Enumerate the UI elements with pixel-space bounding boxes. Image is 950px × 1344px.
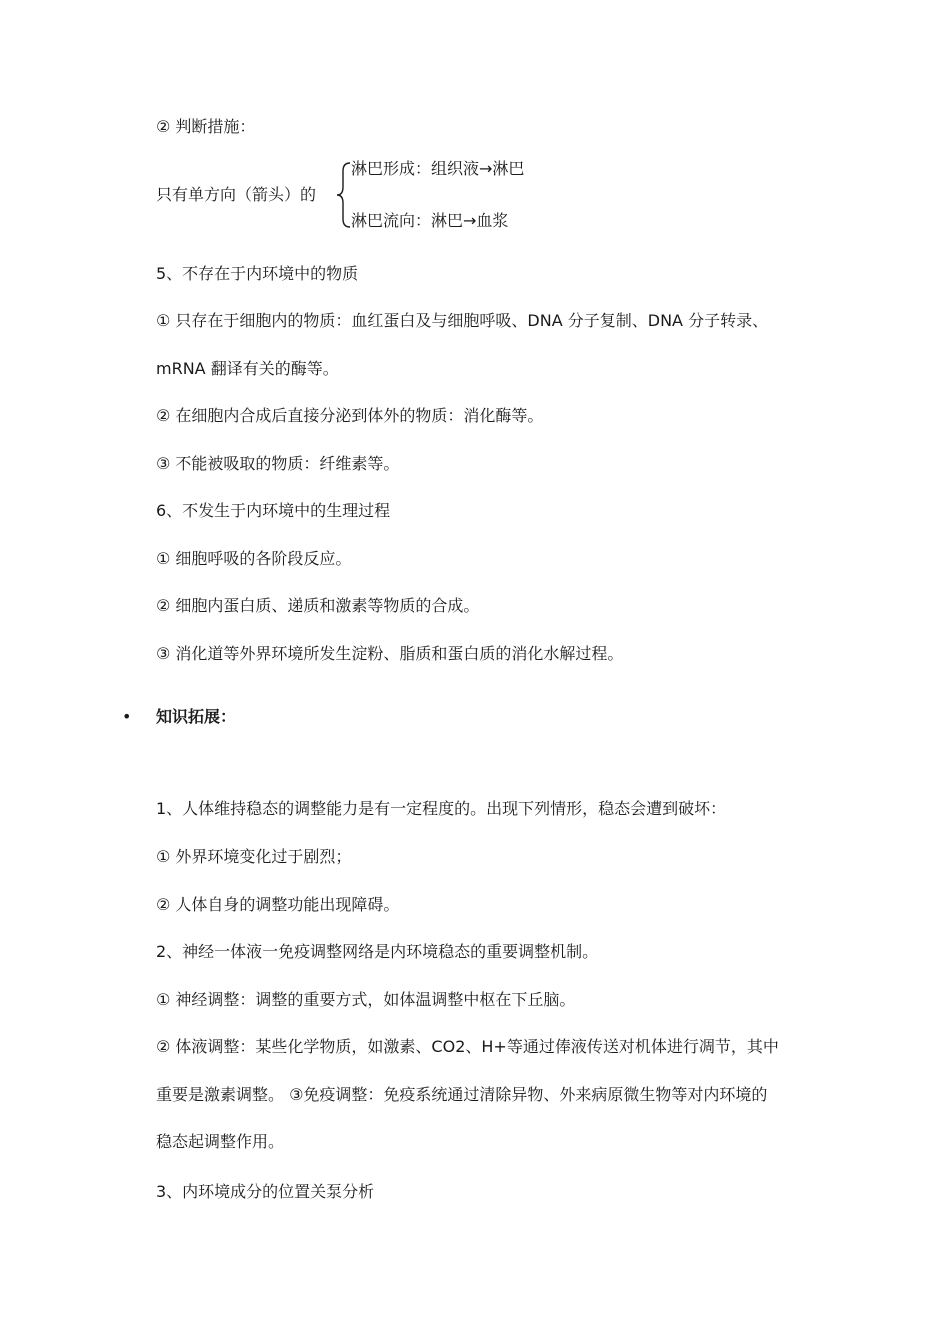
section5-title: 5、不存在于内环境中的物质 [156, 264, 359, 283]
section6-item-2: ② 细胞内蛋白质、递质和激素等物质的合成。 [156, 596, 480, 615]
knowledge-line-9: 3、内环境成分的位置关泵分析 [156, 1182, 375, 1201]
knowledge-line-3: ② 人体自身的调整功能出现障碍。 [156, 895, 400, 914]
knowledge-title: 知识拓展： [156, 707, 237, 726]
section5-item-3: ③ 不能被吸取的物质：纤维素等。 [156, 454, 400, 473]
section5-item-2: ② 在细胞内合成后直接分泌到体外的物质：消化酶等。 [156, 406, 544, 425]
knowledge-line-5: ① 神经调整：调整的重要方式，如体温调整中枢在下丘脑。 [156, 990, 576, 1009]
section5-item-1: ① 只存在于细胞内的物质：血红蛋白及与细胞呼吸、DNA 分子复制、DNA 分子转录、 [156, 311, 769, 330]
section6-title: 6、不发生于内环境中的生理过程 [156, 501, 391, 520]
curly-brace-icon [336, 161, 352, 229]
brace-item-lymph-flow: 淋巴流向：淋巴→血浆 [351, 211, 509, 230]
judge-heading: ② 判断措施： [156, 117, 256, 136]
section5-item-1-cont: mRNA 翻译有关的酶等。 [156, 359, 339, 378]
section6-item-1: ① 细胞呼吸的各阶段反应。 [156, 549, 352, 568]
knowledge-line-1: 1、人体维持稳态的调整能力是有一定程度的。出现下列情形，稳态会遭到破坏： [156, 799, 727, 818]
brace-block [156, 155, 616, 235]
knowledge-line-4: 2、神经一体液一免疫调整网络是内环境稳态的重要调整机制。 [156, 942, 599, 961]
brace-item-lymph-formation: 淋巴形成：组织液→淋巴 [351, 159, 525, 178]
section6-item-3: ③ 消化道等外界环境所发生淀粉、脂质和蛋白质的消化水解过程。 [156, 644, 624, 663]
knowledge-line-8: 稳态起调整作用。 [156, 1132, 285, 1151]
bullet-icon: • [122, 707, 132, 726]
brace-label: 只有单方向（箭头）的 [156, 185, 317, 204]
knowledge-line-7: 重要是激素调整。 ③免疫调整：免疫系统通过清除异物、外来病原微生物等对内环境的 [156, 1085, 768, 1104]
knowledge-line-6: ② 体液调整：某些化学物质，如激素、CO2、H+等通过俸液传送对机体进行凋节，其中 [156, 1037, 779, 1056]
knowledge-line-2: ① 外界环境变化过于剧烈； [156, 847, 352, 866]
